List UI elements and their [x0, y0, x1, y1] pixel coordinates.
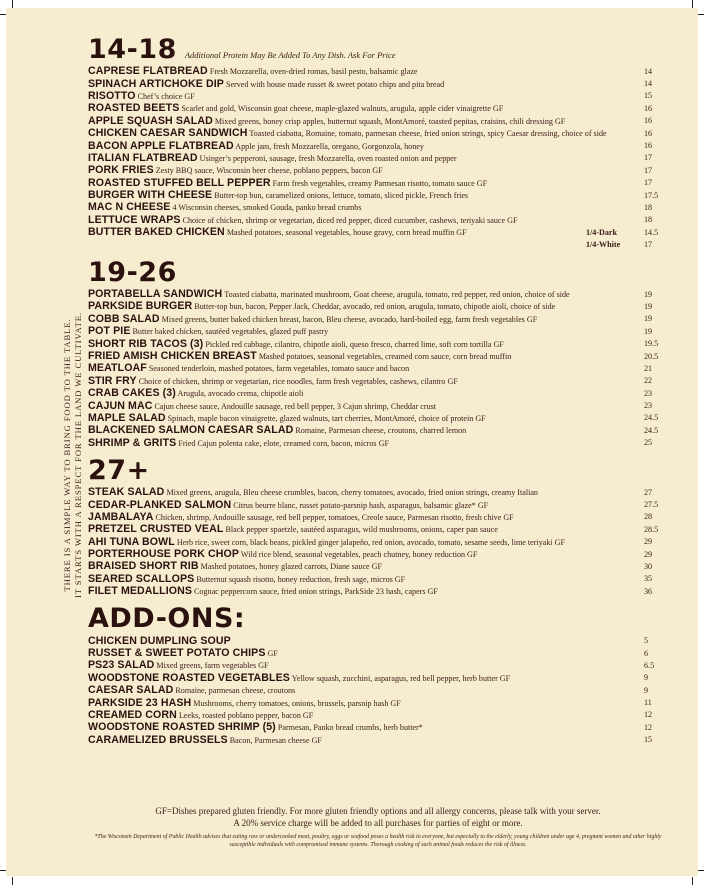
menu-item	[88, 164, 668, 176]
menu-item	[88, 65, 668, 77]
menu-section	[88, 455, 668, 598]
menu-item-description: Butter-top bun, bacon, Pepper Jack, Cheddar, avocado, red onion, arugula, tomato, chipotle aioli, choice of side	[194, 302, 556, 312]
menu-item-name: PORTERHOUSE PORK CHOP	[88, 548, 240, 561]
menu-item-description: Spinach, maple bacon vinaigrette, glazed walnuts, tart cherries, MontAmoré, choice of protein GF	[167, 413, 486, 423]
menu-item-name: STIR FRY	[88, 374, 137, 387]
menu-item-text	[88, 499, 644, 511]
menu-item-text	[88, 127, 644, 139]
menu-item	[88, 350, 668, 362]
menu-item	[88, 375, 668, 387]
menu-item-price: 25	[644, 438, 653, 448]
crop-mark	[692, 877, 693, 885]
menu-item-name: SHRIMP & GRITS	[88, 436, 177, 449]
side-tagline	[62, 305, 84, 605]
menu-item-description: Mixed greens, honey crisp apples, butternut squash, MontAmoré, toasted pepitas, craisins, chili dressing GF	[214, 116, 566, 126]
menu-item-name: MEATLOAF	[88, 362, 147, 375]
menu-item-price: 14.5	[644, 227, 659, 237]
menu-item-name: BURGER WITH CHEESE	[88, 189, 213, 202]
menu-item-description: Pickled red cabbage, cilantro, chipotle aioli, queso fresco, charred lime, soft corn tortilla GF	[205, 339, 504, 349]
menu-item-description: Mixed greens, butter baked chicken breast, bacon, Bleu cheese, avocado, hard-boiled egg, farm fresh vegetables GF	[161, 314, 538, 324]
menu-item-description: Mixed greens, farm vegetables GF	[156, 661, 269, 671]
menu-item-name: PS23 SALAD	[88, 659, 155, 672]
menu-item	[88, 139, 668, 151]
menu-footer	[88, 806, 668, 829]
menu-item-name: CHICKEN CAESAR SANDWICH	[88, 127, 248, 140]
menu-item-description: Cajun cheese sauce, Andouille sausage, red bell pepper, 3 Cajun shrimp, Cheddar crust	[154, 401, 437, 411]
menu-item	[88, 177, 668, 189]
menu-item-price: 16	[644, 141, 653, 151]
menu-item	[88, 585, 668, 597]
menu-item-text	[88, 300, 644, 312]
menu-item-text	[88, 424, 644, 436]
menu-item-name: STEAK SALAD	[88, 486, 165, 499]
section-title: 14-18	[88, 34, 177, 65]
menu-item-text	[88, 486, 644, 498]
menu-item-price: 28.5	[644, 524, 659, 534]
menu-item-name: FILET MEDALLIONS	[88, 585, 192, 598]
menu-item-price: 11	[644, 698, 652, 708]
menu-item-name: AHI TUNA BOWL	[88, 535, 175, 548]
menu-item-text	[88, 400, 644, 412]
menu-item-name: PARKSIDE 23 HASH	[88, 696, 192, 709]
menu-item-price: 19.5	[644, 339, 659, 349]
menu-item-description: Chef’s choice GF	[137, 91, 195, 101]
menu-item-description: Cognac peppercorn sauce, fried onion strings, ParkSide 23 hash, capers GF	[194, 587, 438, 597]
menu-item-text	[88, 177, 644, 189]
menu-item-price: 19	[644, 289, 653, 299]
menu-item-price: 17	[644, 240, 653, 250]
menu-item-price: 17.5	[644, 190, 659, 200]
menu-item	[88, 238, 668, 250]
menu-item	[88, 647, 668, 659]
menu-item-price: 27	[644, 487, 653, 497]
menu-item-description: Romaine, Parmesan cheese, croutons, charred lemon	[295, 426, 467, 436]
crop-mark	[698, 870, 704, 871]
menu-item-name: FRIED AMISH CHICKEN BREAST	[88, 350, 257, 362]
menu-item-price: 16	[644, 128, 653, 138]
menu-item-text	[88, 325, 644, 337]
menu-section	[88, 603, 668, 746]
menu-item	[88, 523, 668, 535]
menu-item-price: 24.5	[644, 413, 659, 423]
menu-item-name: MAC N CHEESE	[88, 201, 171, 214]
menu-item	[88, 560, 668, 572]
menu-item-description: Toasted ciabatta, Romaine, tomato, parmesan cheese, fried onion strings, spicy Caesar dressing, choice of side	[249, 129, 607, 139]
menu-item-description: Fried Cajun polenta cake, elote, creamed corn, bacon, micros GF	[178, 438, 389, 448]
menu-item-text	[88, 548, 644, 560]
menu-item-description: Seasoned tenderloin, mashed potatoes, farm vegetables, tomato sauce and bacon	[148, 364, 410, 374]
menu-item-price: 15	[644, 91, 653, 101]
menu-item-name: APPLE SQUASH SALAD	[88, 114, 213, 127]
menu-item-price: 5	[644, 636, 649, 646]
menu-item-price: 30	[644, 561, 653, 571]
menu-item-name: POT PIE	[88, 325, 131, 338]
menu-item	[88, 672, 668, 684]
menu-item-text	[88, 697, 644, 709]
menu-item-description: Butter baked chicken, sautéed vegetables, glazed puff pastry	[132, 327, 329, 337]
menu-item-description: Yellow squash, zucchini, asparagus, red bell pepper, herb butter GF	[291, 673, 511, 683]
menu-item-description: Arugula, avocado crema, chipotle aioli	[177, 389, 304, 399]
menu-item-name: SPINACH ARTICHOKE DIP	[88, 77, 224, 90]
menu-item-description: Leeks, roasted poblano pepper, bacon GF	[178, 710, 314, 720]
gluten-free-note: GF=Dishes prepared gluten friendly. For more gluten friendly options and all allergy concerns, please talk with your server.	[155, 806, 601, 816]
menu-item-price: 21	[644, 363, 653, 373]
section-heading	[88, 603, 668, 634]
menu-item-name: CRAB CAKES (3)	[88, 387, 176, 400]
menu-item	[88, 412, 668, 424]
menu-item-text	[88, 90, 644, 102]
menu-item-price: 19	[644, 326, 653, 336]
menu-item-description: Toasted ciabatta, marinated mushroom, Goat cheese, arugula, tomato, red pepper, red onion, choice of side	[224, 290, 570, 300]
menu-item-text	[88, 226, 586, 238]
menu-item-description: Mushrooms, cherry tomatoes, onions, brussels, parsnip hash GF	[193, 698, 401, 708]
menu-item-text	[88, 65, 644, 77]
menu-item-text	[88, 412, 644, 424]
menu-item	[88, 102, 668, 114]
menu-item-price: 9	[644, 685, 649, 695]
menu-item-text	[88, 338, 644, 350]
menu-item-name: ROASTED BEETS	[88, 102, 180, 115]
menu-item-price: 14	[644, 79, 653, 89]
menu-item	[88, 486, 668, 498]
menu-item	[88, 548, 668, 560]
menu-item-name: RUSSET & SWEET POTATO CHIPS	[88, 647, 266, 660]
menu-item-price: 19	[644, 314, 653, 324]
menu-item-description: Mashed potatoes, honey glazed carrots, Diane sauce GF	[200, 562, 382, 572]
menu-item	[88, 300, 668, 312]
menu-item-price: 6.5	[644, 660, 655, 670]
menu-item-text	[88, 362, 644, 374]
menu-section	[88, 257, 668, 449]
menu-item-name: PRETZEL CRUSTED VEAL	[88, 523, 224, 536]
menu-item-price: 6	[644, 648, 649, 658]
menu-item-text	[88, 684, 644, 696]
menu-item	[88, 424, 668, 436]
menu-item-price: 23	[644, 388, 653, 398]
menu-item-description: 4 Wisconsin cheeses, smoked Gouda, panko bread crumbs	[172, 203, 362, 213]
menu-item	[88, 399, 668, 411]
menu-item-price: 18	[644, 202, 653, 212]
menu-item	[88, 362, 668, 374]
menu-item-description: Chicken, shrimp, Andouille sausage, red bell pepper, tomatoes, Creole sauce, Parmesan risotto, fresh chive GF	[155, 512, 514, 522]
menu-item-text	[88, 573, 644, 585]
menu-item-text	[88, 387, 644, 399]
menu-item	[88, 152, 668, 164]
menu-item-price: 20.5	[644, 351, 659, 361]
menu-item-text	[88, 164, 644, 176]
menu-item-price: 17	[644, 178, 653, 188]
menu-item-price: 18	[644, 215, 653, 225]
menu-item-text	[88, 214, 644, 226]
menu-item-name: CAJUN MAC	[88, 399, 153, 412]
menu-item-text	[88, 672, 644, 684]
menu-item	[88, 536, 668, 548]
menu-item	[88, 127, 668, 139]
menu-item-text	[88, 511, 644, 523]
menu-item-price: 16	[644, 103, 653, 113]
menu-item	[88, 201, 668, 213]
menu-item-description: Wild rice blend, seasonal vegetables, peach chutney, honey reduction GF	[240, 550, 478, 560]
section-title: 27+	[88, 454, 150, 486]
menu-item	[88, 511, 668, 523]
menu-item-text	[88, 152, 644, 164]
menu-item-text	[88, 734, 644, 746]
menu-item-price: 14	[644, 66, 653, 76]
menu-item-name: JAMBALAYA	[88, 510, 154, 523]
menu-item-price: 23	[644, 401, 653, 411]
menu-item	[88, 696, 668, 708]
menu-item-text	[88, 437, 644, 449]
menu-item-text	[88, 709, 644, 721]
menu-item-description: Apple jam, fresh Mozzarella, oregano, Gorgonzola, honey	[235, 141, 424, 151]
menu-section	[88, 34, 668, 251]
menu-item-description: Mashed potatoes, seasonal vegetables, creamed corn sauce, corn bread muffin	[258, 352, 512, 361]
menu-item-name: SEARED SCALLOPS	[88, 572, 195, 585]
menu-item-text	[88, 189, 644, 201]
service-charge-note: A 20% service charge will be added to all purchases for parties of eight or more.	[233, 817, 523, 828]
menu-item-name: ROASTED STUFFED BELL PEPPER	[88, 176, 271, 189]
menu-item	[88, 709, 668, 721]
menu-item-name: CARAMELIZED BRUSSELS	[88, 733, 228, 746]
menu-item	[88, 77, 668, 89]
menu-item-price: 16	[644, 116, 653, 126]
menu-item	[88, 498, 668, 510]
menu-item	[88, 90, 668, 102]
menu-item-text	[88, 350, 644, 362]
menu-item-name: LETTUCE WRAPS	[88, 213, 181, 226]
menu-item-description: Scarlet and gold, Wisconsin goat cheese, maple-glazed walnuts, arugula, apple cider vinaigrette GF	[181, 104, 504, 114]
menu-item-description: Zesty BBQ sauce, Wisconsin beer cheese, poblano peppers, bacon GF	[155, 166, 383, 176]
section-title: ADD-ONS:	[88, 603, 246, 635]
menu-item-name: PARKSIDE BURGER	[88, 300, 193, 313]
menu-item-name: BRAISED SHORT RIB	[88, 560, 199, 573]
menu-content	[88, 34, 668, 746]
menu-item-text	[88, 523, 644, 535]
menu-item-description: GF	[267, 649, 278, 659]
menu-item-name: CEDAR-PLANKED SALMON	[88, 498, 232, 511]
menu-item	[88, 288, 668, 300]
crop-mark	[12, 0, 13, 8]
menu-item-text	[88, 585, 644, 597]
menu-item-price: 15	[644, 735, 653, 745]
menu-item-description: Parmesan, Panko bread crumbs, herb butter*	[277, 723, 423, 733]
menu-item-name: CHICKEN DUMPLING SOUP	[88, 634, 231, 647]
menu-item-description: Black pepper spaetzle, sautéed asparagus, wild mushrooms, onions, caper pan sauce	[225, 525, 498, 535]
menu-item	[88, 189, 668, 201]
menu-item-text	[88, 560, 644, 572]
menu-item-description: Butter-top bun, caramelized onions, lettuce, tomato, sliced pickle, French fries	[214, 191, 469, 201]
menu-item-price: 22	[644, 376, 653, 386]
menu-item-price: 12	[644, 710, 653, 720]
menu-item-text	[88, 115, 644, 127]
menu-item-text	[88, 201, 644, 213]
menu-item-name: CAPRESE FLATBREAD	[88, 65, 208, 78]
menu-item-price: 28	[644, 512, 653, 522]
side-tagline-line1: THERE IS A SIMPLE WAY TO BRING FOOD TO THE TABLE.	[62, 318, 72, 592]
crop-mark	[698, 14, 704, 15]
menu-item	[88, 337, 668, 349]
menu-item-description: Citrus beurre blanc, russet potato-parsnip hash, asparagus, balsamic glaze* GF	[233, 500, 489, 510]
menu-item-name: CREAMED CORN	[88, 708, 177, 721]
menu-item-description: Usinger’s pepperoni, sausage, fresh Mozzarella, oven roasted onion and pepper	[199, 153, 457, 163]
menu-item	[88, 325, 668, 337]
menu-item-description: Herb rice, sweet corn, black beans, pickled ginger jalapeño, red onion, avocado, tomato, sesame seeds, lime teriyaki GF	[176, 537, 566, 547]
menu-item	[88, 721, 668, 733]
menu-item-name: WOODSTONE ROASTED SHRIMP (5)	[88, 721, 276, 734]
menu-item-description: Romaine, parmesan cheese, croutons	[175, 686, 296, 696]
menu-item-text	[88, 635, 644, 647]
menu-item-text	[88, 647, 644, 659]
menu-item-description: Choice of chicken, shrimp or vegetarian, rice noodles, farm fresh vegetables, cashews, cilantro GF	[138, 376, 458, 386]
menu-item	[88, 573, 668, 585]
menu-item-price: 27.5	[644, 500, 659, 510]
menu-item-text	[88, 288, 644, 300]
menu-item-text	[88, 78, 644, 90]
menu-item-name: PORK FRIES	[88, 164, 154, 177]
portion-label: 1/4-White	[586, 240, 621, 250]
menu-item-name: BUTTER BAKED CHICKEN	[88, 226, 225, 239]
menu-item	[88, 437, 668, 449]
menu-item	[88, 214, 668, 226]
menu-item-description: Fresh Mozzarella, oven-dried romas, basil pesto, balsamic glaze	[209, 67, 418, 77]
menu-item-name: ITALIAN FLATBREAD	[88, 151, 198, 164]
menu-item-price: 17	[644, 153, 653, 163]
menu-item-name: PORTABELLA SANDWICH	[88, 288, 223, 301]
menu-item-description: Choice of chicken, shrimp or vegetarian, diced red pepper, diced cucumber, cashews, teriyaki sauce GF	[182, 215, 518, 225]
menu-item-description: Bacon, Parmesan cheese GF	[229, 735, 322, 745]
menu-item-text	[88, 102, 644, 114]
menu-item	[88, 115, 668, 127]
menu-item	[88, 634, 668, 646]
side-tagline-line2: IT STARTS WITH A RESPECT FOR THE LAND WE CULTIVATE.	[73, 312, 83, 598]
menu-item	[88, 313, 668, 325]
section-note: Additional Protein May Be Added To Any Dish. Ask For Price	[184, 50, 396, 60]
menu-item-name: RISOTTO	[88, 89, 136, 102]
menu-item-name: SHORT RIB TACOS (3)	[88, 337, 204, 350]
crop-mark	[12, 877, 13, 885]
menu-item-price: 24.5	[644, 425, 659, 435]
menu-item-name: BACON APPLE FLATBREAD	[88, 139, 234, 152]
menu-item-price: 17	[644, 165, 653, 175]
menu-item-text	[88, 536, 644, 548]
menu-item-description: Butternut squash risotto, honey reduction, fresh sage, micros GF	[196, 574, 406, 584]
menu-item-name: COBB SALAD	[88, 312, 160, 325]
menu-item-text	[88, 721, 644, 733]
menu-item-name: CAESAR SALAD	[88, 684, 174, 697]
menu-item-name: WOODSTONE ROASTED VEGETABLES	[88, 671, 290, 684]
section-heading	[88, 34, 668, 65]
crop-mark	[692, 0, 693, 8]
menu-item	[88, 659, 668, 671]
menu-item-name: MAPLE SALAD	[88, 411, 166, 424]
menu-item-description: Farm fresh vegetables, creamy Parmesan risotto, tomato sauce GF	[272, 178, 488, 188]
menu-item-text	[88, 659, 644, 671]
portion-label: 1/4-Dark	[586, 227, 618, 237]
section-title: 19-26	[88, 256, 177, 288]
menu-item	[88, 226, 668, 238]
menu-item-price: 12	[644, 722, 653, 732]
menu-item-description: Mixed greens, arugula, Bleu cheese crumbles, bacon, cherry tomatoes, avocado, fried onion strings, creamy Italian	[166, 488, 538, 498]
menu-item-price: 29	[644, 549, 653, 559]
menu-item-text	[88, 375, 644, 387]
menu-item-price: 36	[644, 586, 653, 596]
menu-item-text	[88, 313, 644, 325]
menu-item-text	[88, 140, 644, 152]
menu-item-price: 35	[644, 574, 653, 584]
menu-item-name: BLACKENED SALMON CAESAR SALAD	[88, 424, 294, 437]
section-heading	[88, 257, 668, 288]
menu-item-price: 29	[644, 537, 653, 547]
menu-item-description: Served with house made russet & sweet potato chips and pita bread	[225, 79, 445, 89]
menu-item-description: Mashed potatoes, seasonal vegetables, house gravy, corn bread muffin GF	[226, 228, 467, 238]
menu-item	[88, 387, 668, 399]
health-advisory: *The Wisconsin Department of Public Health advises that eating raw or undercooked meat, poultry, eggs or seafood poses a health risk to everyone, but especially to the elderly, young children under age 4, pregnant women and other highly susceptible individuals with compromised immune systems. Thorough cooking of such animal foods reduces the risk of illness.	[94, 834, 662, 848]
section-heading	[88, 455, 668, 486]
menu-item	[88, 734, 668, 746]
menu-item-price: 19	[644, 301, 653, 311]
menu-item	[88, 684, 668, 696]
menu-item-price: 9	[644, 673, 649, 683]
